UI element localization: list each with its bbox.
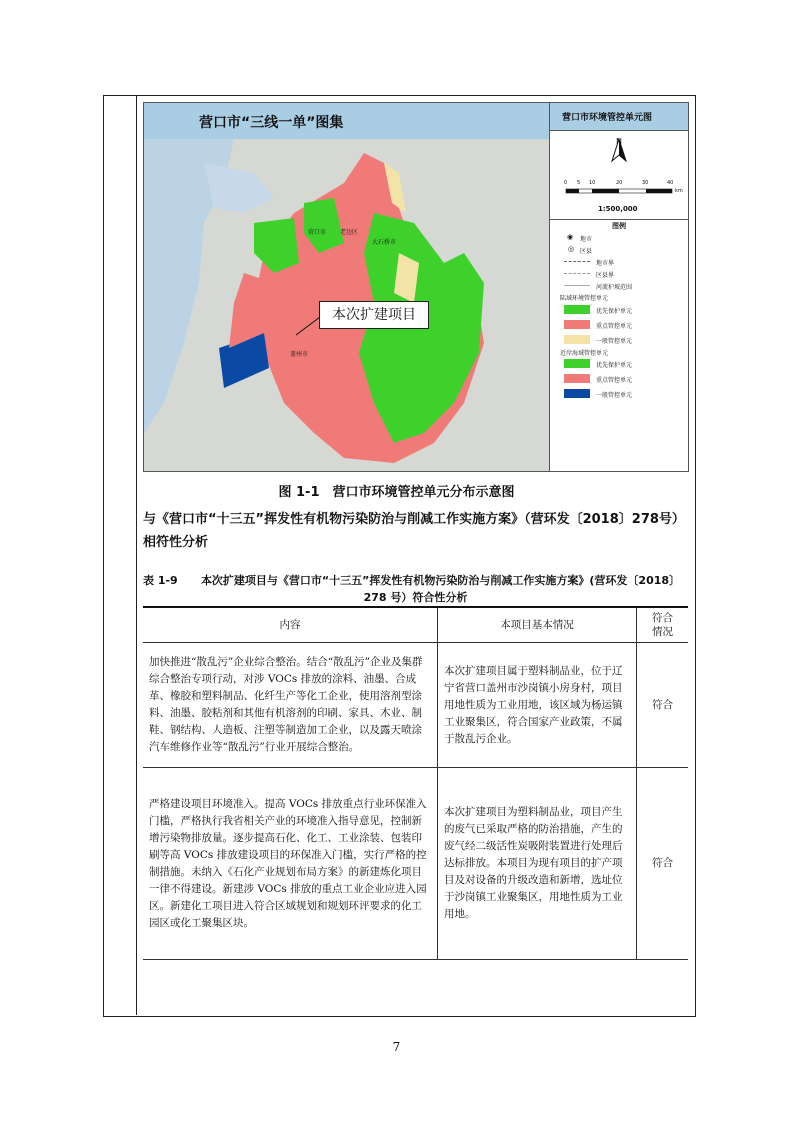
project-callout: 本次扩建项目: [319, 301, 429, 329]
header-conform-text: 符合情况: [652, 612, 673, 638]
legend-swatch: [564, 389, 590, 398]
city-label-gaizhou: 盖州市: [290, 351, 309, 358]
legend-label: 重点管控单元: [596, 323, 633, 330]
row-conform: 符合: [637, 643, 689, 768]
map-figure: [143, 102, 689, 472]
legend-symbol-label: 地市: [580, 236, 593, 243]
scale-tick: 40: [667, 180, 674, 186]
scale-tick: 30: [642, 180, 649, 186]
left-column-rule: [136, 95, 137, 1015]
table-row: [143, 768, 688, 960]
north-label: N: [616, 137, 622, 146]
table-title-line1: 本次扩建项目与《营口市“十三五”挥发性有机物污染防治与削减工作实施方案》(营环发〔2018〕: [200, 574, 681, 587]
legend-symbol-label: 地市界: [596, 260, 615, 267]
legend-label: 重点管控单元: [596, 377, 633, 384]
row-content: 加快推进“散乱污”企业综合整治。结合“散乱污”企业及集群综合整治专项行动，对涉 VOCs 排放的涂料、油墨、合成革、橡胶和塑料制品、化纤生产等化工企业，使用溶剂型涂料、油墨、胶粘剂和其他有机溶剂的印刷、家具、木业、制鞋、钢结构、人造板、注塑等制造加工企业，以及露天喷涂汽车维修作业等“散乱污”行业开展综合整治。: [143, 643, 438, 768]
header-content: 内容: [143, 608, 438, 643]
legend-symbol-label: 区县界: [596, 272, 615, 279]
table-header-row: [143, 608, 688, 643]
legend-label: 一般管控单元: [596, 338, 633, 345]
legend-group-land: 陆域环境管控单元: [560, 295, 609, 302]
county-point-icon: ◎: [568, 245, 575, 253]
legend-swatch: [564, 305, 590, 314]
row-content: 严格建设项目环境准入。提高 VOCs 排放重点行业环保准入门槛，严格执行我省相关产业的环境准入指导意见，控制新增污染物排放量。逐步提高石化、化工、工业涂装、包装印刷等高 VOCs 排放建设项目的环保准入门槛，实行严格的控制措施。未纳入《石化产业规划布局方案》的新建炼化项目一律不得建设。新建涉 VOCs 排放的重点工业企业应进入园区。新建化工项目进入符合区域规划和规划环评要求的化工园区或化工聚集区块。: [143, 768, 438, 960]
legend-symbol-label: 河流护坡范围: [596, 284, 633, 291]
legend-header: [550, 103, 689, 131]
scale-unit: km: [675, 188, 683, 194]
county-boundary-icon: [564, 273, 590, 274]
legend-label: 优先保护单元: [596, 362, 633, 369]
city-point-icon: ◉: [567, 233, 574, 241]
scale-ratio: 1:500,000: [598, 205, 638, 213]
legend-label: 优先保护单元: [596, 308, 633, 315]
city-label-yingkou: 营口市: [308, 229, 327, 236]
header-situation: 本项目基本情况: [438, 608, 637, 643]
table-row: [143, 643, 688, 768]
city-boundary-icon: [564, 261, 590, 262]
legend-symbol-label: 区县: [580, 248, 593, 255]
page-number: 7: [392, 1040, 401, 1054]
legend-title: 图例: [612, 222, 626, 230]
legend-swatch: [564, 320, 590, 329]
section-heading: 与《营口市“十三五”挥发性有机物污染防治与削减工作实施方案》（营环发〔2018〕278号）相符性分析: [143, 512, 685, 550]
legend-swatch: [564, 359, 590, 368]
city-label-laobian: 老边区: [340, 229, 359, 236]
scale-tick: 5: [577, 180, 581, 186]
row-situation: 本次扩建项目属于塑料制品业，位于辽宁省营口盖州市沙岗镇小房身村，项目用地性质为工业用地，该区域为杨运镇工业聚集区，符合国家产业政策，不属于散乱污企业。: [438, 643, 637, 768]
scale-tick: 20: [616, 180, 623, 186]
legend-swatch: [564, 374, 590, 383]
conformity-table: [143, 608, 688, 960]
river-range-icon: [564, 285, 590, 286]
table-number: 表 1-9: [143, 574, 178, 587]
legend-group-sea: 近岸海域管控单元: [560, 350, 609, 357]
legend-panel: [549, 103, 689, 471]
map-title: 营口市“三线一单”图集: [199, 115, 344, 131]
row-situation: 本次扩建项目为塑料制品业，项目产生的废气已采取严格的防治措施，产生的废气经二级活性炭吸附装置进行处理后达标排放。本项目为现有项目的扩产项目及对设备的升级改造和新增，选址位于沙岗镇工业聚集区，用地性质为工业用地。: [438, 768, 637, 960]
scale-box: [550, 131, 689, 220]
figure-caption: 图 1-1 营口市环境管控单元分布示意图: [278, 485, 515, 500]
scale-tick: 0: [564, 180, 568, 186]
panel-title: 营口市环境管控单元图: [562, 113, 653, 123]
city-label-dashiqiao: 大石桥市: [372, 239, 397, 246]
callout-pointer: [144, 103, 549, 471]
row-conform: 符合: [637, 768, 689, 960]
legend-label: 一般管控单元: [596, 392, 633, 399]
legend-swatch: [564, 335, 590, 344]
header-conform: [637, 608, 689, 643]
scale-tick: 10: [589, 180, 596, 186]
table-title-line2: 278 号）符合性分析: [363, 591, 468, 604]
